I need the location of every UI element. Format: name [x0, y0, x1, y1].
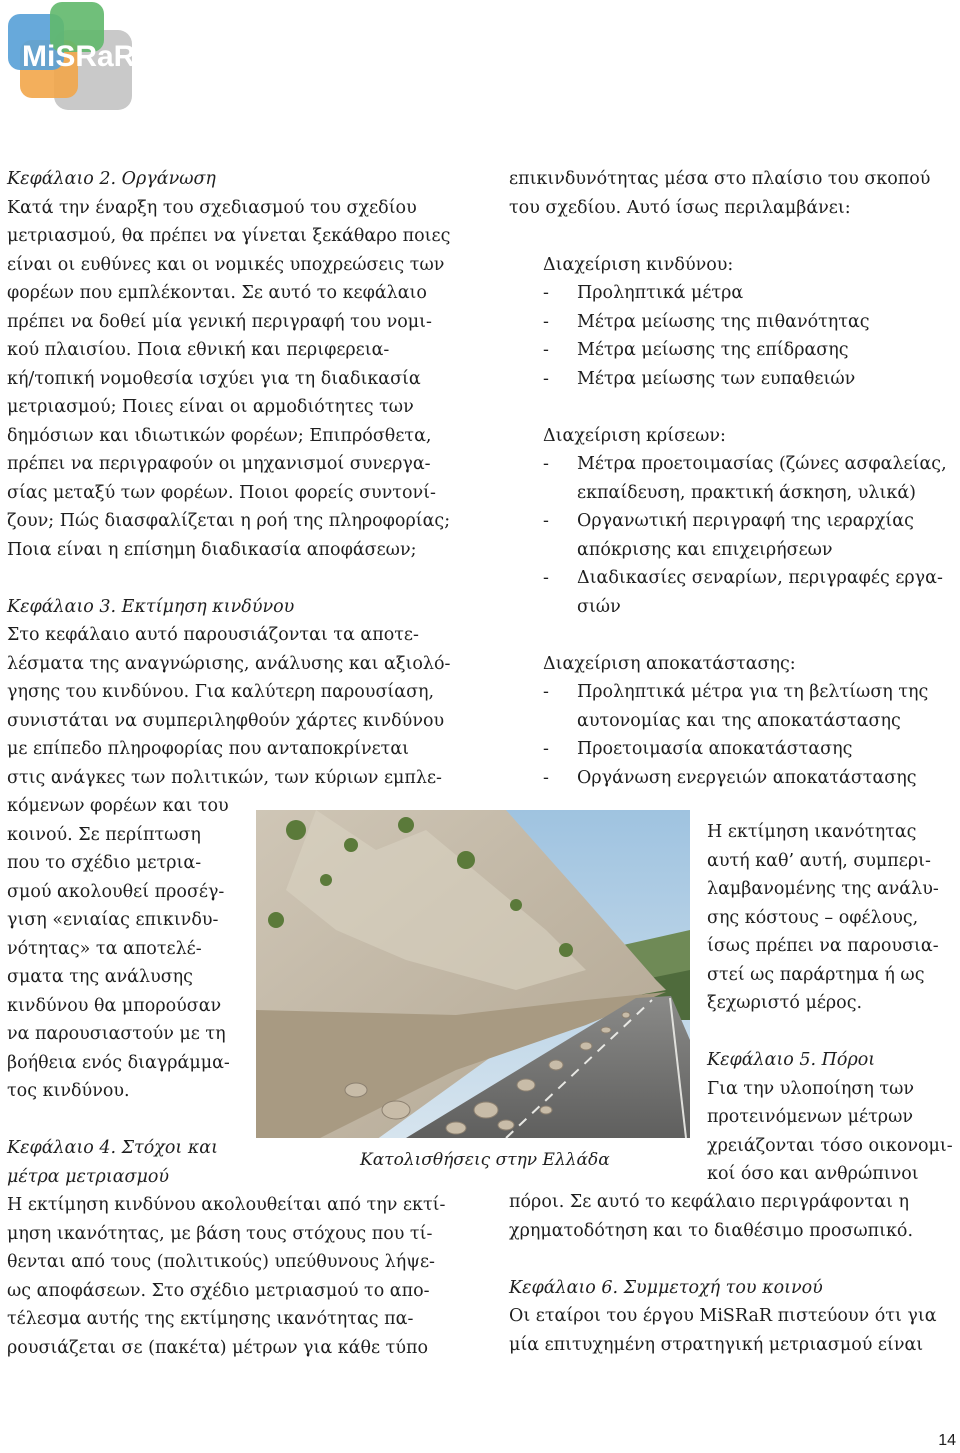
- text-line: σματα της ανάλυσης: [7, 967, 193, 987]
- text-line: τος κινδύνου.: [7, 1081, 130, 1101]
- text-line: λαμβανομένης της ανάλυ-: [707, 879, 939, 899]
- section-heading: Κεφάλαιο 3. Εκτίμηση κινδύνου: [7, 596, 295, 617]
- list-bullet: -: [543, 682, 549, 702]
- list-item: Οργανωτική περιγραφή της ιεραρχίας: [577, 511, 914, 531]
- text-line: πρέπει να περιγραφούν οι μηχανισμοί συνεργα-: [7, 454, 431, 474]
- landslide-image: [256, 810, 690, 1138]
- misrar-logo: [6, 2, 136, 114]
- text-line: αυτή καθ’ αυτή, συμπερι-: [707, 850, 931, 871]
- text-line: τέλεσμα αυτής της εκτίμησης ικανότητας πα-: [7, 1309, 414, 1329]
- text-line: συνιστάται να συμπεριληφθούν χάρτες κινδύνου: [7, 710, 445, 731]
- text-line: Κατά την έναρξη του σχεδιασμού του σχεδίου: [7, 197, 417, 218]
- text-line: στις ανάγκες των πολιτικών, των κύριων εμπλε-: [7, 767, 442, 788]
- text-line: Στο κεφάλαιο αυτό παρουσιάζονται τα αποτε-: [7, 625, 419, 645]
- list-bullet: -: [543, 311, 549, 332]
- list-item: εκπαίδευση, πρακτική άσκηση, υλικά): [577, 482, 916, 503]
- list-bullet: -: [543, 511, 549, 531]
- text-line: χρειάζονται τόσο οικονομι-: [707, 1135, 953, 1156]
- text-line: Διαχείριση κινδύνου:: [543, 254, 734, 275]
- text-line: στεί ως παράρτημα ή ως: [707, 964, 925, 985]
- text-line: δημόσιων και ιδιωτικών φορέων; Επιπρόσθετα,: [7, 425, 432, 446]
- text-line: φορέων που εμπλέκονται. Σε αυτό το κεφάλαιο: [7, 283, 427, 303]
- list-item: Προετοιμασία αποκατάστασης: [577, 739, 853, 759]
- list-bullet: -: [543, 283, 549, 303]
- text-line: βοήθεια ενός διαγράμμα-: [7, 1052, 230, 1073]
- text-line: ζουν; Πώς διασφαλίζεται η ροή της πληροφορίας;: [7, 511, 451, 531]
- photo-caption: Κατολισθήσεις στην Ελλάδα: [360, 1150, 610, 1170]
- text-line: λέσματα της αναγνώρισης, ανάλυσης και αξιολό-: [7, 653, 451, 674]
- text-line: κοί όσο και ανθρώπινοι: [707, 1164, 919, 1184]
- text-line: γησης του κινδύνου. Για καλύτερη παρουσίαση,: [7, 682, 435, 702]
- text-line: πόροι. Σε αυτό το κεφάλαιο περιγράφονται η: [509, 1192, 909, 1212]
- list-item: σιών: [577, 596, 621, 617]
- text-line: Για την υλοποίηση των: [707, 1078, 914, 1099]
- text-line: του σχεδίου. Αυτό ίσως περιλαμβάνει:: [509, 197, 851, 218]
- text-line: κινδύνου θα μπορούσαν: [7, 995, 222, 1016]
- list-item: Μέτρα μείωσης της πιθανότητας: [577, 311, 870, 332]
- text-line: κή/τοπική νομοθεσία ισχύει για τη διαδικασία: [7, 368, 421, 389]
- text-line: Η εκτίμηση ικανότητας: [707, 822, 917, 842]
- list-item: Προληπτικά μέτρα: [577, 283, 744, 303]
- list-bullet: -: [543, 454, 549, 474]
- text-line: Ποια είναι η επίσημη διαδικασία αποφάσεων;: [7, 539, 417, 560]
- text-line: είναι οι ευθύνες και οι νομικές υποχρεώσεις των: [7, 254, 445, 275]
- text-line: ρουσιάζεται σε (πακέτα) μέτρων για κάθε τύπο: [7, 1337, 429, 1358]
- list-item: Μέτρα μείωσης των ευπαθειών: [577, 368, 856, 389]
- text-line: Η εκτίμηση κινδύνου ακολουθείται από την εκτί-: [7, 1195, 446, 1215]
- section-heading: μέτρα μετριασμού: [7, 1166, 170, 1187]
- list-item: αυτονομίας και της αποκατάστασης: [577, 710, 901, 731]
- text-line: Οι εταίροι του έργου MiSRaR πιστεύουν ότι για: [509, 1306, 937, 1326]
- svg-text:MiSRaR: MiSRaR: [22, 40, 136, 73]
- list-item: Διαδικασίες σεναρίων, περιγραφές εργα-: [577, 568, 943, 588]
- list-bullet: -: [543, 767, 549, 788]
- section-heading: Κεφάλαιο 6. Συμμετοχή του κοινού: [509, 1277, 823, 1298]
- text-line: μία επιτυχημένη στρατηγική μετριασμού είναι: [509, 1334, 924, 1355]
- text-line: ξεχωριστό μέρος.: [707, 993, 863, 1013]
- page-number: 14: [938, 1432, 956, 1449]
- list-bullet: -: [543, 340, 549, 360]
- text-line: ως αποφάσεων. Στο σχέδιο μετριασμού το απο-: [7, 1280, 430, 1301]
- text-line: κού πλαισίου. Ποια εθνική και περιφερεια-: [7, 340, 390, 360]
- list-item: απόκρισης και επιχειρήσεων: [577, 539, 833, 560]
- text-line: ίσως πρέπει να παρουσια-: [707, 936, 939, 956]
- text-line: θενται από τους (πολιτικούς) υπεύθυνους λήψε-: [7, 1252, 435, 1272]
- list-item: Οργάνωση ενεργειών αποκατάστασης: [577, 767, 917, 788]
- text-line: πρέπει να δοθεί μία γενική περιγραφή του νομι-: [7, 311, 432, 332]
- landslide-photo: [256, 810, 690, 1138]
- text-line: μηση ικανότητας, με βάση τους στόχους που τί-: [7, 1223, 433, 1244]
- text-line: μετριασμού; Ποιες είναι οι αρμοδιότητες των: [7, 397, 414, 417]
- list-bullet: -: [543, 568, 549, 588]
- list-item: Μέτρα μείωσης της επίδρασης: [577, 340, 849, 360]
- section-heading: Κεφάλαιο 2. Οργάνωση: [7, 169, 216, 189]
- text-line: κόμενων φορέων και του: [7, 796, 229, 816]
- text-line: κοινού. Σε περίπτωση: [7, 824, 201, 845]
- list-bullet: -: [543, 368, 549, 389]
- text-line: επικινδυνότητας μέσα στο πλαίσιο του σκοπού: [509, 169, 931, 189]
- text-line: Διαχείριση αποκατάστασης:: [543, 653, 796, 674]
- text-line: νότητας» τα αποτελέ-: [7, 938, 202, 959]
- text-line: σης κόστους – οφέλους,: [707, 907, 919, 928]
- text-line: γιση «ενιαίας επικινδυ-: [7, 910, 219, 930]
- text-line: να παρουσιαστούν με τη: [7, 1024, 226, 1044]
- list-item: Προληπτικά μέτρα για τη βελτίωση της: [577, 682, 929, 702]
- text-line: που το σχέδιο μετρια-: [7, 853, 202, 873]
- text-line: σίας μεταξύ των φορέων. Ποιοι φορείς συντονί-: [7, 482, 436, 503]
- logo-graphic: [6, 2, 136, 114]
- text-line: σμού ακολουθεί προσέγ-: [7, 881, 225, 902]
- text-line: χρηματοδότηση και το διαθέσιμο προσωπικό.: [509, 1220, 914, 1241]
- list-bullet: -: [543, 739, 549, 759]
- text-line: με επίπεδο πληροφορίας που ανταποκρίνεται: [7, 739, 410, 759]
- text-line: Διαχείριση κρίσεων:: [543, 425, 726, 446]
- section-heading: Κεφάλαιο 4. Στόχοι και: [7, 1138, 218, 1158]
- text-line: προτεινόμενων μέτρων: [707, 1107, 913, 1127]
- text-line: μετριασμού, θα πρέπει να γίνεται ξεκάθαρο ποιες: [7, 226, 451, 246]
- section-heading: Κεφάλαιο 5. Πόροι: [707, 1050, 876, 1070]
- list-item: Μέτρα προετοιμασίας (ζώνες ασφαλείας,: [577, 454, 947, 474]
